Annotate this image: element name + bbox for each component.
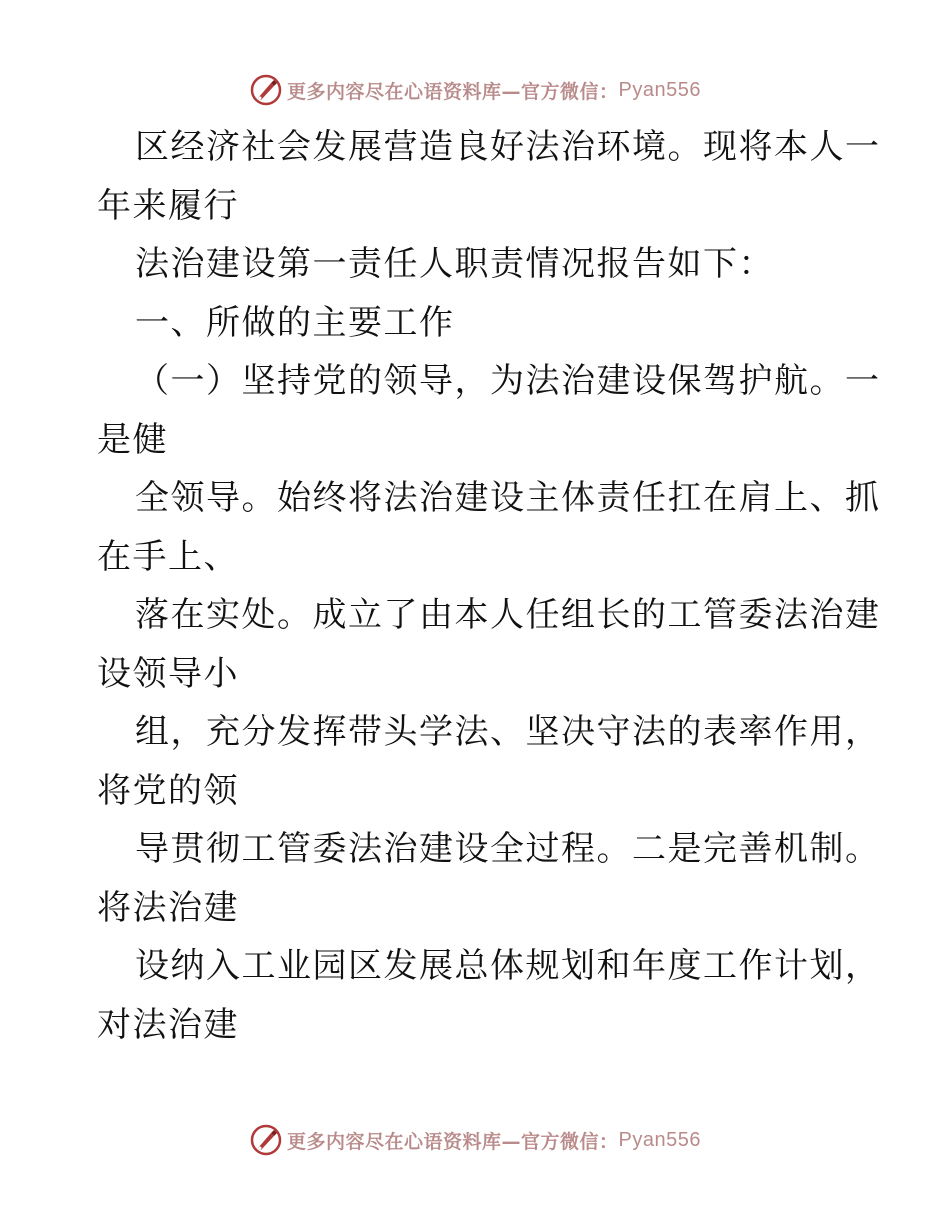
text-line: 对法治建 [97, 1004, 239, 1045]
text-line: 全领导。始终将法治建设主体责任扛在肩上、抓 [135, 478, 881, 518]
watermark-wechat-id: Pyan556 [618, 78, 701, 101]
watermark-text: 更多内容尽在心语资料库—官方微信： [287, 80, 619, 103]
document-body [97, 118, 881, 1054]
text-line: 设纳入工业园区发展总体规划和年度工作计划， [135, 946, 881, 986]
text-line: 是健 [97, 419, 168, 460]
text-line: 将法治建 [97, 887, 239, 928]
watermark-wechat-id: Pyan556 [618, 1128, 701, 1151]
text-line: 组，充分发挥带头学法、坚决守法的表率作用， [135, 712, 881, 752]
header-watermark [0, 70, 950, 110]
text-line: 导贯彻工管委法治建设全过程。二是完善机制。 [135, 829, 881, 869]
text-line: 年来履行 [97, 185, 239, 226]
watermark-text: 更多内容尽在心语资料库—官方微信： [287, 1130, 619, 1153]
text-line: 落在实处。成立了由本人任组长的工管委法治建 [135, 595, 881, 635]
text-line: 区经济社会发展营造良好法治环境。现将本人一 [135, 127, 881, 167]
text-line: 一、所做的主要工作 [135, 302, 455, 343]
text-line: 法治建设第一责任人职责情况报告如下： [135, 244, 774, 284]
pen-logo-icon [249, 1123, 283, 1157]
text-line: 在手上、 [97, 536, 239, 577]
footer-watermark [0, 1120, 950, 1160]
text-line: （一）坚持党的领导，为法治建设保驾护航。一 [135, 361, 881, 401]
text-line: 将党的领 [97, 770, 239, 811]
text-line: 设领导小 [97, 653, 239, 694]
pen-logo-icon [249, 73, 283, 107]
